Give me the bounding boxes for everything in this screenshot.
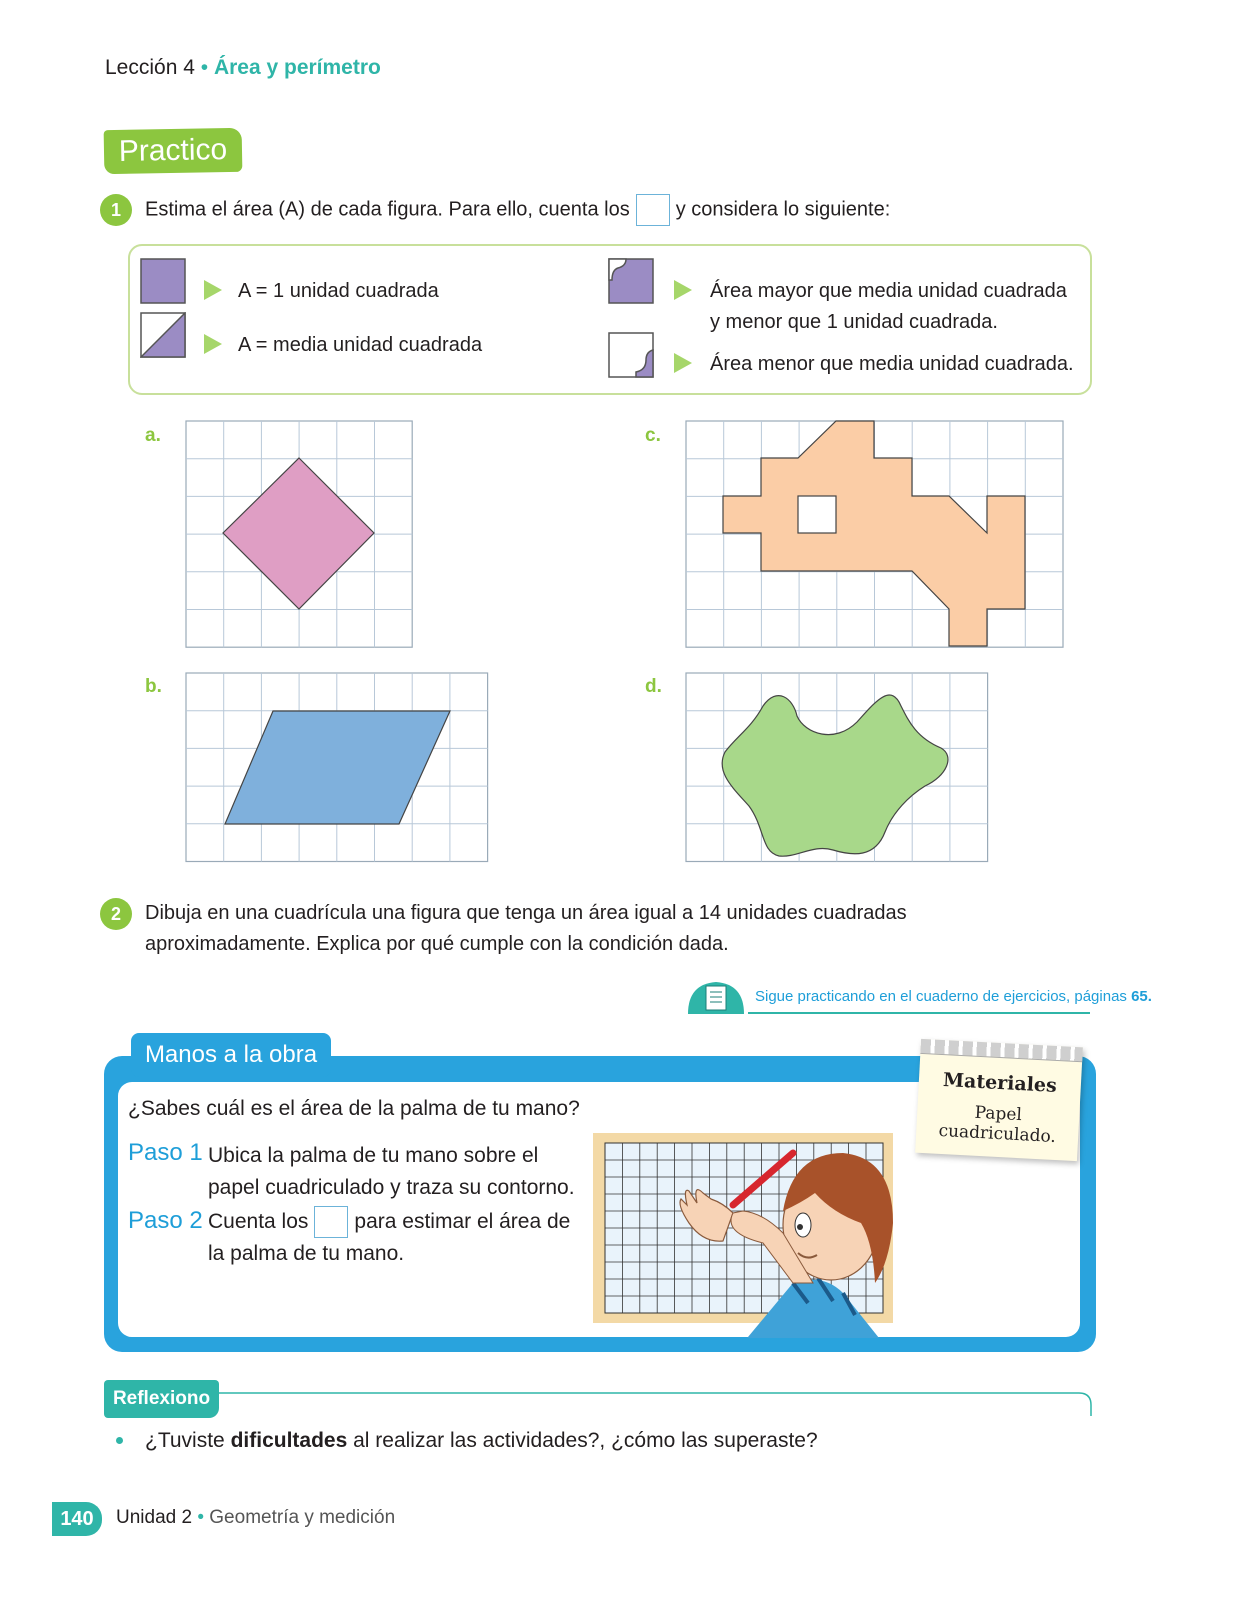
lesson-label: Lección 4 xyxy=(105,56,195,79)
reflexiono-question xyxy=(145,1425,818,1457)
lesson-header xyxy=(105,56,381,80)
footer-unit-info xyxy=(116,1507,395,1529)
card-binding xyxy=(920,1039,1083,1062)
paso-1-line1: Ubica la palma de tu mano sobre el xyxy=(208,1144,539,1167)
materiales-card xyxy=(915,1039,1083,1161)
reflexiono-post: al realizar las actividades?, ¿cómo las superaste? xyxy=(347,1429,818,1452)
materiales-item: Papel cuadriculado. xyxy=(938,1102,1057,1148)
half-square-icon xyxy=(140,312,188,360)
reflexiono-line xyxy=(219,1388,1094,1418)
question-2-line2: aproximadamente. Explica por qué cumple con la condición dada. xyxy=(145,933,729,955)
question-1-text-after: y considera lo siguiente: xyxy=(675,198,891,221)
reflexiono-title: Reflexiono xyxy=(104,1380,219,1418)
sigue-pages: 65. xyxy=(1131,988,1152,1005)
paso-1-line2: papel cuadriculado y traza su contorno. xyxy=(208,1176,575,1199)
reflexiono-pre: ¿Tuviste xyxy=(145,1429,231,1452)
unit-square-icon xyxy=(636,194,670,226)
notebook-icon xyxy=(686,980,748,1016)
footer-separator: • xyxy=(197,1507,204,1528)
legend-less-half-text: Área menor que media unidad cuadrada. xyxy=(710,353,1074,375)
question-2-number: 2 xyxy=(100,898,132,930)
sigue-text: Sigue practicando en el cuaderno de ejercicios, páginas xyxy=(755,988,1127,1005)
paso-2-after: para estimar el área de xyxy=(354,1210,571,1233)
more-than-half-square-icon xyxy=(608,258,656,306)
figure-c-grid xyxy=(685,420,1065,649)
legend-full-text: A = 1 unidad cuadrada xyxy=(238,280,439,302)
arrow-icon xyxy=(674,353,692,373)
sigue-practicando-link[interactable] xyxy=(755,988,1152,1005)
paso-2-line1 xyxy=(208,1206,570,1238)
question-2-line1: Dibuja en una cuadrícula una figura que tenga un área igual a 14 unidades cuadradas xyxy=(145,902,907,924)
figure-a-label: a. xyxy=(145,425,161,446)
question-1-text-before: Estima el área (A) de cada figura. Para ello, cuenta los xyxy=(145,198,630,221)
footer-topic: Geometría y medición xyxy=(209,1507,396,1528)
figure-d-grid xyxy=(685,672,990,864)
paso-2-line2: la palma de tu mano. xyxy=(208,1242,405,1265)
bullet-icon xyxy=(116,1437,123,1444)
child-tracing-hand-illustration xyxy=(593,1133,938,1338)
figure-b-label: b. xyxy=(145,676,162,697)
practico-title: Practico xyxy=(104,128,243,174)
figure-d-label: d. xyxy=(645,676,662,697)
lesson-topic: Área y perímetro xyxy=(213,56,381,79)
full-square-icon xyxy=(140,258,188,306)
paso-2-label: Paso 2 xyxy=(128,1207,203,1234)
reflexiono-bold: dificultades xyxy=(230,1429,348,1452)
question-1-text xyxy=(145,194,890,226)
sigue-underline xyxy=(748,1012,1090,1014)
figure-b-grid xyxy=(185,672,490,864)
figure-c-label: c. xyxy=(645,425,661,446)
less-than-half-square-icon xyxy=(608,332,656,380)
page-number: 140 xyxy=(52,1502,102,1536)
header-separator: • xyxy=(200,56,209,79)
arrow-icon xyxy=(204,280,222,300)
unit-square-icon xyxy=(314,1206,348,1238)
paso-1-label: Paso 1 xyxy=(128,1139,203,1166)
footer-unit: Unidad 2 xyxy=(116,1507,193,1528)
question-1-number: 1 xyxy=(100,194,132,226)
legend-half-text: A = media unidad cuadrada xyxy=(238,334,483,356)
legend-more-half-line1: Área mayor que media unidad cuadrada xyxy=(710,280,1067,302)
paso-2-before: Cuenta los xyxy=(208,1210,309,1233)
manos-question: ¿Sabes cuál es el área de la palma de tu mano? xyxy=(128,1097,580,1120)
legend-more-half-line2: y menor que 1 unidad cuadrada. xyxy=(710,311,998,333)
figure-a-grid xyxy=(185,420,415,649)
arrow-icon xyxy=(674,280,692,300)
materiales-title: Materiales xyxy=(942,1069,1058,1097)
arrow-icon xyxy=(204,334,222,354)
manos-a-la-obra-title: Manos a la obra xyxy=(131,1033,331,1077)
figure-c-hole xyxy=(798,496,836,533)
